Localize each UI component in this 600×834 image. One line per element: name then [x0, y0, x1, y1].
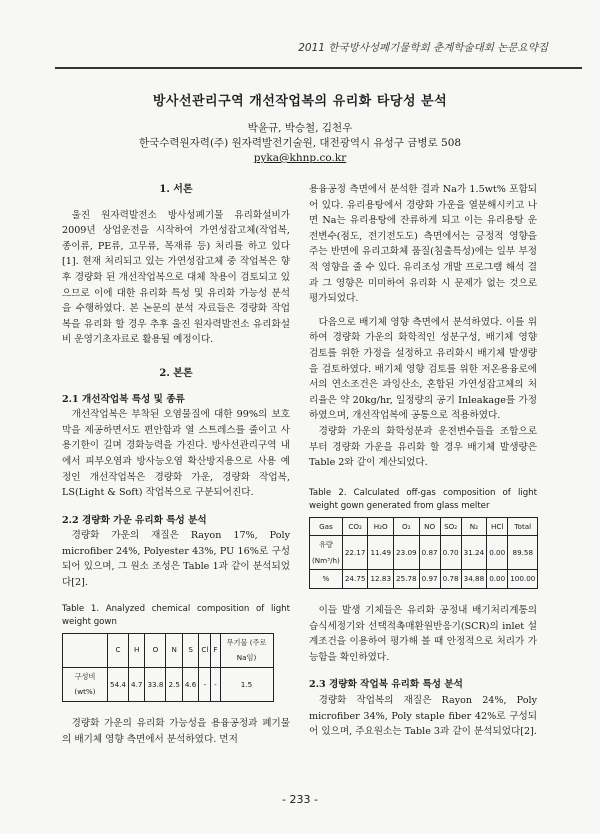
table-header: S [182, 633, 198, 667]
table-cell: - [199, 667, 211, 701]
table-header: NO [419, 517, 440, 536]
row-label: 유량 (Nm³/h) [310, 536, 343, 570]
table-header: Gas [310, 517, 343, 536]
table-cell: 0.97 [419, 570, 440, 589]
table-cell: 24.75 [342, 570, 368, 589]
table-cell: 100.00 [508, 570, 538, 589]
offgas-table [309, 517, 538, 589]
table-cell: 31.24 [461, 536, 487, 570]
author-block [0, 121, 600, 166]
table-cell: - [211, 667, 220, 701]
section-heading: 2. 본론 [159, 367, 193, 379]
table-cell: 0.00 [487, 536, 508, 570]
paragraph: 이들 발생 기체들은 유리화 공정내 배기처리계통의 습식세정기와 선택적촉매환원반응기(SCR)의 inlet 설계조건을 이용하여 평가해 볼 때 안정적으로 처리가 가능함을 확인하였다. [309, 605, 537, 663]
table-cell: 54.4 [108, 667, 129, 701]
table-cell: 23.09 [394, 536, 420, 570]
table-header: C [108, 633, 129, 667]
table-header: Cl [199, 633, 211, 667]
table-cell: 12.83 [368, 570, 394, 589]
email-link[interactable]: pyka@khnp.co.kr [253, 152, 347, 164]
table-header: H₂O [368, 517, 394, 536]
affiliation: 한국수력원자력(주) 원자력발전기술원, 대전광역시 유성구 금병로 508 [138, 137, 462, 149]
paragraph: 경량화 가운의 화학성분과 운전변수들을 조합으로 부터 경량화 가운을 유리화 할 경우 배기체 발생량은 Table 2와 같이 계산되었다. [309, 425, 537, 469]
table-header: CO₂ [342, 517, 368, 536]
subsection-heading: 2.1 개선작업복 특성 및 종류 [62, 393, 185, 405]
section-heading: 1. 서론 [159, 184, 193, 195]
table-caption: Table 2. Calculated off-gas composition of light weight gown generated from glass melter [309, 487, 537, 511]
table-cell: 2.5 [166, 667, 182, 701]
row-label: 구성비 (wt%) [63, 667, 108, 701]
table-cell: 89.58 [508, 536, 538, 570]
table-header: N₂ [461, 517, 487, 536]
table-header: F [211, 633, 220, 667]
table-header: O₂ [394, 517, 420, 536]
running-head: 2011 한국방사성폐기물학회 춘계학술대회 논문요약집 [298, 42, 548, 54]
table-header: SO₂ [440, 517, 461, 536]
table-header: H [129, 633, 145, 667]
right-column [309, 182, 537, 740]
table-cell: 34.88 [461, 570, 487, 589]
table-cell: 0.00 [487, 570, 508, 589]
table-caption: Table 1. Analyzed chemical composition of light weight gown [62, 603, 290, 627]
left-column [62, 182, 290, 747]
table-cell: 4.6 [182, 667, 198, 701]
composition-table [62, 633, 274, 702]
table-cell: 4.7 [129, 667, 145, 701]
table-cell: 1.5 [220, 667, 273, 701]
table-header: HCl [487, 517, 508, 536]
table-header: O [145, 633, 166, 667]
table-cell: 33.8 [145, 667, 166, 701]
table-header: 무기물 (주로 Na임) [220, 633, 273, 667]
table-header [63, 633, 108, 667]
paragraph: 개선작업복은 부착된 오염물질에 대한 99%의 보호막을 제공하면서도 편안함과 열 스트레스를 줄이고 사용기한이 길며 경화능력을 가진다. 방사선관리구역 내에서 피부오염과 방사능오염 확산방지용으로 사용 예정인 개선작업복은 경량화 가운, 경량화 작업복, LS(Light & Soft) 작업복으로 구분되어진다. [62, 409, 290, 499]
table-cell: 25.78 [394, 570, 420, 589]
table-header: Total [508, 517, 538, 536]
paragraph: 울진 원자력발전소 방사성폐기물 유리화설비가 2009년 상업운전을 시작하여 가연성잡고체(작업복, 종이류, PE류, 고무류, 목재류 등) 처리를 하고 있다[1]. 현재 처리되고 있는 가연성잡고체 중 작업복은 향후 경량화 된 개선작업복으로 대체 착용이 검토되고 있으므로 이에 대한 유리화 특성 및 유리화 가능성 분석을 수행하였다. 본 논문의 분석 자료들은 경량화 작업복을 유리화 할 경우 추후 울진 원자력발전소 유리화설비 운영기초자료로 활용될 예정이다. [62, 209, 290, 346]
page-number: - 233 - [282, 793, 318, 806]
paragraph: 다음으로 배기체 영향 측면에서 분석하였다. 이를 위하여 경량화 가운의 화학적인 성분구성, 배기체 영향 검토를 위한 가정을 설정하고 유리화시 배기체 발생량을 검토하였다. 배기체 영향 검토를 위한 저온용융로에서의 연소조건은 과잉산소, 혼합된 가연성잡고체의 처리율은 약 20kg/hr, 일정량의 공기 Inleakage를 가정하였으며, 개선작업복에 공통으로 적용하였다. [309, 316, 537, 422]
paper-title: 방사선관리구역 개선작업복의 유리화 타당성 분석 [152, 94, 448, 109]
table-cell: 0.87 [419, 536, 440, 570]
paragraph: 경량화 가운의 유리화 가능성을 용융공정과 폐기물의 배기체 영향 측면에서 분석하였다. 먼저 [62, 718, 290, 745]
table-cell: 11.49 [368, 536, 394, 570]
table-cell: 22.17 [342, 536, 368, 570]
table-cell: 0.78 [440, 570, 461, 589]
table-header: N [166, 633, 182, 667]
table-cell: 0.70 [440, 536, 461, 570]
paragraph: 경량화 작업복의 재질은 Rayon 24%, Poly microfiber 34%, Poly staple fiber 42%로 구성되어 있으며, 주요원소는 Table 3과 같이 분석되었다[2]. [309, 695, 537, 738]
subsection-heading: 2.3 경량화 작업복 유리화 특성 분석 [309, 679, 463, 691]
header-rule [55, 67, 582, 69]
row-label: % [310, 570, 343, 589]
paragraph: 경량화 가운의 재질은 Rayon 17%, Poly microfiber 24%, Polyester 43%, PU 16%로 구성되어 있으며, 그 원소 조성은 Table 1과 같이 분석되었다[2]. [62, 530, 290, 589]
subsection-heading: 2.2 경량화 가운 유리화 특성 분석 [62, 514, 207, 526]
paragraph: 용융공정 측면에서 분석한 결과 Na가 1.5wt% 포함되어 있다. 유리용탕에서 경량화 가운을 열분해시키고 나면 Na는 유리용탕에 잔류하게 되고 이는 유리용탕 운전변수(점도, 전기전도도) 측면에서는 긍정적 영향을 주는 반면에 유리고화체 품질(침출특성)에는 일부 부정적 영향을 줄 수 있다. 유리조성 개발 프로그램 해석 결과 그 영향은 미미하여 유리화 시 문제가 없는 것으로 평가되었다. [309, 184, 537, 305]
authors: 박윤규, 박승철, 김천우 [247, 122, 353, 134]
